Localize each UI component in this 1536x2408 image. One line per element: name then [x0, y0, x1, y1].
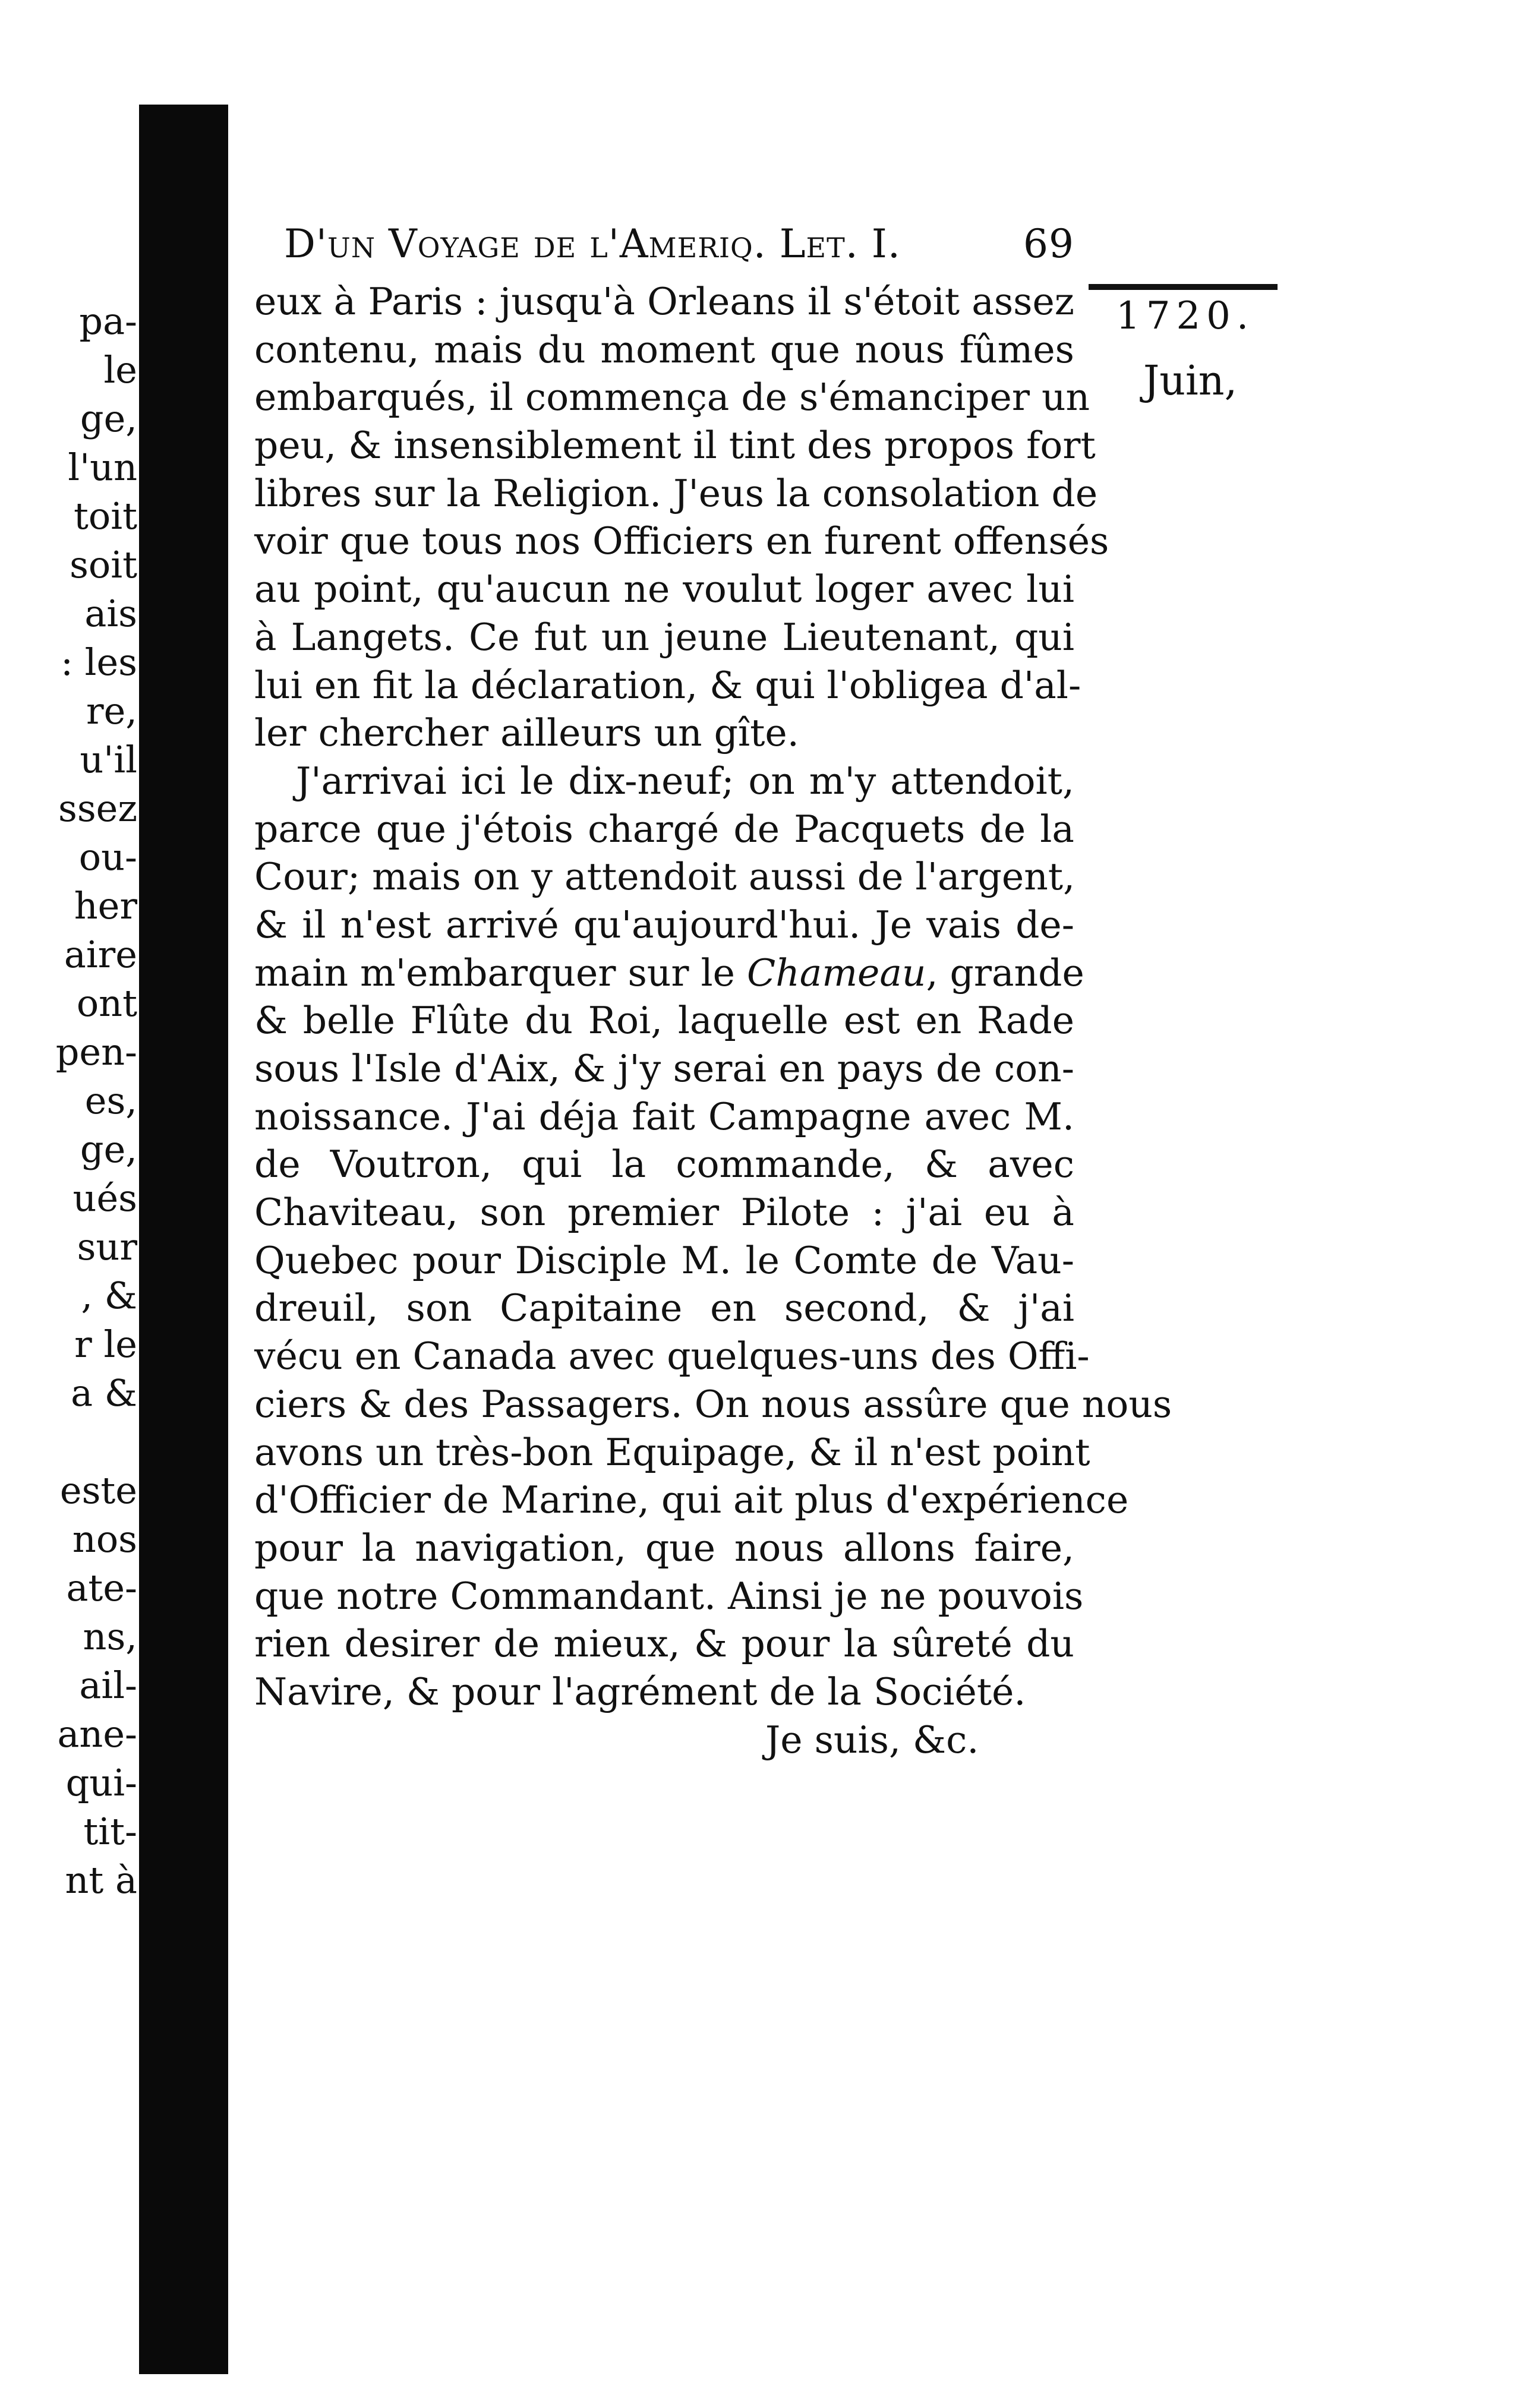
text-line: de Voutron, qui la commande, & avec: [254, 1143, 1074, 1186]
text-line-start: main m'embarquer sur le: [254, 951, 735, 995]
text-line: lui en fit la déclaration, & qui l'obligea d'al-: [254, 663, 1081, 707]
book-spine-shadow: [139, 105, 228, 2374]
body-text: [254, 278, 1172, 1764]
previous-page-fragment: ge,: [80, 1128, 137, 1171]
text-line: Chaviteau, son premier Pilote : j'ai eu à: [254, 1191, 1074, 1235]
previous-page-fragment: ssez: [58, 787, 137, 830]
margin-year: 1720.: [1116, 294, 1255, 338]
previous-page-fragment: es,: [84, 1079, 137, 1122]
text-line: J'arrivai ici le dix-neuf; on m'y attendoit,: [296, 759, 1074, 803]
running-title: D'un Voyage de l'Ameriq. Let. I.: [284, 221, 901, 267]
previous-page-fragment: : les: [61, 640, 137, 684]
previous-page-fragment: toit: [74, 494, 137, 538]
page-number: 69: [1023, 221, 1074, 267]
previous-page-fragment: r le: [74, 1323, 137, 1366]
previous-page-fragment: a &: [71, 1371, 137, 1415]
text-line: Quebec pour Disciple M. le Comte de Vau-: [254, 1238, 1074, 1282]
text-line: ciers & des Passagers. On nous assûre que nous: [254, 1382, 1172, 1426]
previous-page-fragment: l'un: [68, 446, 137, 489]
text-line: ler chercher ailleurs un gîte.: [254, 711, 799, 755]
text-line: eux à Paris : jusqu'à Orleans il s'étoit assez: [254, 280, 1074, 323]
text-line: rien desirer de mieux, & pour la sûreté du: [254, 1622, 1074, 1666]
previous-page-fragment: ns,: [83, 1615, 137, 1658]
previous-page-fragment: soit: [70, 543, 137, 586]
text-line: peu, & insensiblement il tint des propos fort: [254, 424, 1096, 468]
previous-page-fragment: tit-: [83, 1810, 137, 1853]
previous-page-fragment: ail-: [79, 1664, 137, 1707]
text-line: embarqués, il commença de s'émanciper un: [254, 375, 1090, 419]
text-line: dreuil, son Capitaine en second, & j'ai: [254, 1286, 1074, 1330]
text-line: avons un très-bon Equipage, & il n'est point: [254, 1430, 1090, 1474]
previous-page-fragment: nos: [72, 1517, 137, 1561]
previous-page-fragment: le: [103, 348, 137, 392]
text-line: & il n'est arrivé qu'aujourd'hui. Je vais de-: [254, 902, 1074, 946]
previous-page-fragment: , &: [81, 1274, 137, 1317]
text-line: que notre Commandant. Ainsi je ne pouvois: [254, 1574, 1084, 1618]
text-line: sous l'Isle d'Aix, & j'y serai en pays de con-: [254, 1047, 1074, 1090]
text-line: vécu en Canada avec quelques-uns des Offi-: [254, 1334, 1090, 1378]
text-line-ship: [254, 949, 1084, 998]
text-line: au point, qu'aucun ne voulut loger avec lui: [254, 567, 1074, 611]
text-line: à Langets. Ce fut un jeune Lieutenant, qui: [254, 615, 1074, 659]
text-line: pour la navigation, que nous allons faire,: [254, 1526, 1074, 1570]
previous-page-fragment: ont: [76, 981, 137, 1025]
running-header: [284, 221, 1074, 267]
text-line: parce que j'étois chargé de Pacquets de la: [254, 807, 1074, 851]
text-line: d'Officier de Marine, qui ait plus d'expérience: [254, 1478, 1129, 1522]
text-line: & belle Flûte du Roi, laquelle est en Rade: [254, 999, 1074, 1043]
ship-name: Chameau: [746, 951, 926, 995]
text-line-end: , grande: [926, 951, 1084, 995]
previous-page-fragment: este: [59, 1469, 137, 1512]
text-line: Cour; mais on y attendoit aussi de l'argent,: [254, 855, 1075, 899]
margin-rule: [1089, 284, 1278, 290]
previous-page-fragment: [4, 1418, 137, 1466]
previous-page-fragment: u'il: [80, 738, 137, 781]
previous-page-fragments: [4, 297, 137, 1905]
previous-page-fragment: pa-: [79, 299, 137, 343]
previous-page-fragment: her: [74, 884, 137, 927]
previous-page-fragment: ate-: [66, 1566, 137, 1609]
previous-page-fragment: ais: [84, 592, 137, 635]
previous-page-fragment: ou-: [78, 835, 137, 879]
text-line: contenu, mais du moment que nous fûmes: [254, 327, 1074, 371]
text-line: voir que tous nos Officiers en furent offensés: [254, 519, 1109, 563]
previous-page-fragment: qui-: [65, 1761, 137, 1804]
previous-page-fragment: re,: [86, 689, 137, 733]
text-line: Navire, & pour l'agrément de la Société.: [254, 1669, 1026, 1713]
margin-month: Juin,: [1143, 358, 1238, 405]
previous-page-fragment: nt à: [65, 1858, 137, 1902]
text-line: noissance. J'ai déja fait Campagne avec M.: [254, 1094, 1074, 1138]
text-line: libres sur la Religion. J'eus la consolation de: [254, 471, 1098, 515]
previous-page-fragment: pen-: [55, 1030, 137, 1074]
previous-page-fragment: ués: [72, 1176, 137, 1220]
previous-page-fragment: ane-: [57, 1712, 137, 1756]
previous-page-fragment: aire: [64, 933, 137, 976]
previous-page-fragment: sur: [77, 1225, 137, 1268]
closing-signature: Je suis, &c.: [765, 1718, 979, 1762]
previous-page-fragment: ge,: [80, 397, 137, 440]
